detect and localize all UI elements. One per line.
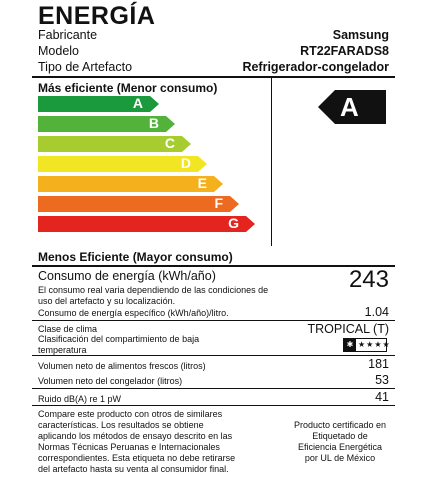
volume-divider: [32, 388, 395, 389]
efficiency-bar-tip: [214, 176, 223, 192]
efficiency-bar-letter: A: [132, 95, 143, 111]
climate-class-value: TROPICAL (T): [307, 322, 389, 336]
specific-consumption-value: 1.04: [364, 305, 389, 319]
fresh-volume-label: Volumen neto de alimentos frescos (litros): [38, 361, 206, 371]
scale-divider: [271, 78, 272, 246]
efficiency-bar-a: [38, 96, 150, 112]
manufacturer-label: Fabricante: [38, 28, 98, 42]
compartment-label: Clasificación del compartimiento de baja temperatura: [38, 334, 200, 355]
efficiency-bar-tip: [166, 116, 175, 132]
star-rating-box: [343, 338, 391, 352]
model-value: RT22FARADS8: [300, 44, 389, 58]
rating-indicator: [318, 90, 386, 124]
efficiency-bar-tip: [182, 136, 191, 152]
fresh-volume-value: 181: [368, 357, 389, 371]
efficiency-bar-e: [38, 176, 214, 192]
noise-divider: [32, 405, 395, 406]
efficiency-bar-letter: E: [197, 175, 207, 191]
footer-disclaimer: Compare este producto con otros de similares características. Los resultados se obtiene aplicando los métodos de ensayo descrito en las Normas Técnicas Peruanas e Internacionales correspondientes. Esta etiqueta no debe retirarse del artefacto hasta su venta al consumidor final.: [38, 409, 236, 474]
model-label: Modelo: [38, 44, 79, 58]
manufacturer-value: Samsung: [332, 28, 389, 42]
freezer-volume-value: 53: [375, 373, 389, 387]
appliance-type-value: Refrigerador-congelador: [242, 60, 389, 74]
scale-top-label: Más eficiente (Menor consumo): [38, 81, 218, 95]
consumption-value: 243: [348, 266, 389, 293]
star-rating-value: ★★★★: [358, 340, 391, 349]
efficiency-bar-letter: D: [180, 155, 191, 171]
rating-letter: A: [340, 92, 359, 122]
efficiency-bar-tip: [246, 216, 255, 232]
climate-divider: [32, 355, 395, 356]
efficiency-bar-tip: [230, 196, 239, 212]
efficiency-bar-g: [38, 216, 246, 232]
climate-class-label: Clase de clima: [38, 324, 98, 334]
label-title: ENERGÍA: [38, 2, 156, 30]
header-divider: [32, 76, 395, 78]
efficiency-bar-letter: G: [228, 215, 239, 231]
efficiency-bar-tip: [150, 96, 159, 112]
scale-bottom-divider: [32, 265, 395, 267]
noise-label: Ruido dB(A) re 1 pW: [38, 394, 122, 404]
specific-consumption-label: Consumo de energía específico (kWh/año)/litro.: [38, 308, 229, 318]
efficiency-bar-tip: [198, 156, 207, 172]
efficiency-bar-letter: C: [164, 135, 175, 151]
appliance-type-label: Tipo de Artefacto: [38, 60, 133, 74]
star-icon: ✱: [344, 339, 356, 351]
efficiency-bar-b: [38, 116, 166, 132]
efficiency-bar-c: [38, 136, 182, 152]
efficiency-bar-d: [38, 156, 198, 172]
efficiency-bar-letter: F: [214, 195, 223, 211]
noise-value: 41: [375, 390, 389, 404]
certification-note: Producto certificado en Etiquetado de Eficiencia Energética por UL de México: [293, 420, 387, 463]
consumption-divider: [32, 320, 395, 321]
consumption-label: Consumo de energía (kWh/año): [38, 269, 216, 283]
scale-bottom-label: Menos Eficiente (Mayor consumo): [38, 250, 233, 264]
efficiency-bar-letter: B: [148, 115, 159, 131]
freezer-volume-label: Volumen neto del congelador (litros): [38, 376, 183, 386]
efficiency-bar-f: [38, 196, 230, 212]
consumption-note: El consumo real varia dependiendo de las condiciones de uso del artefacto y su localización.: [38, 285, 269, 306]
